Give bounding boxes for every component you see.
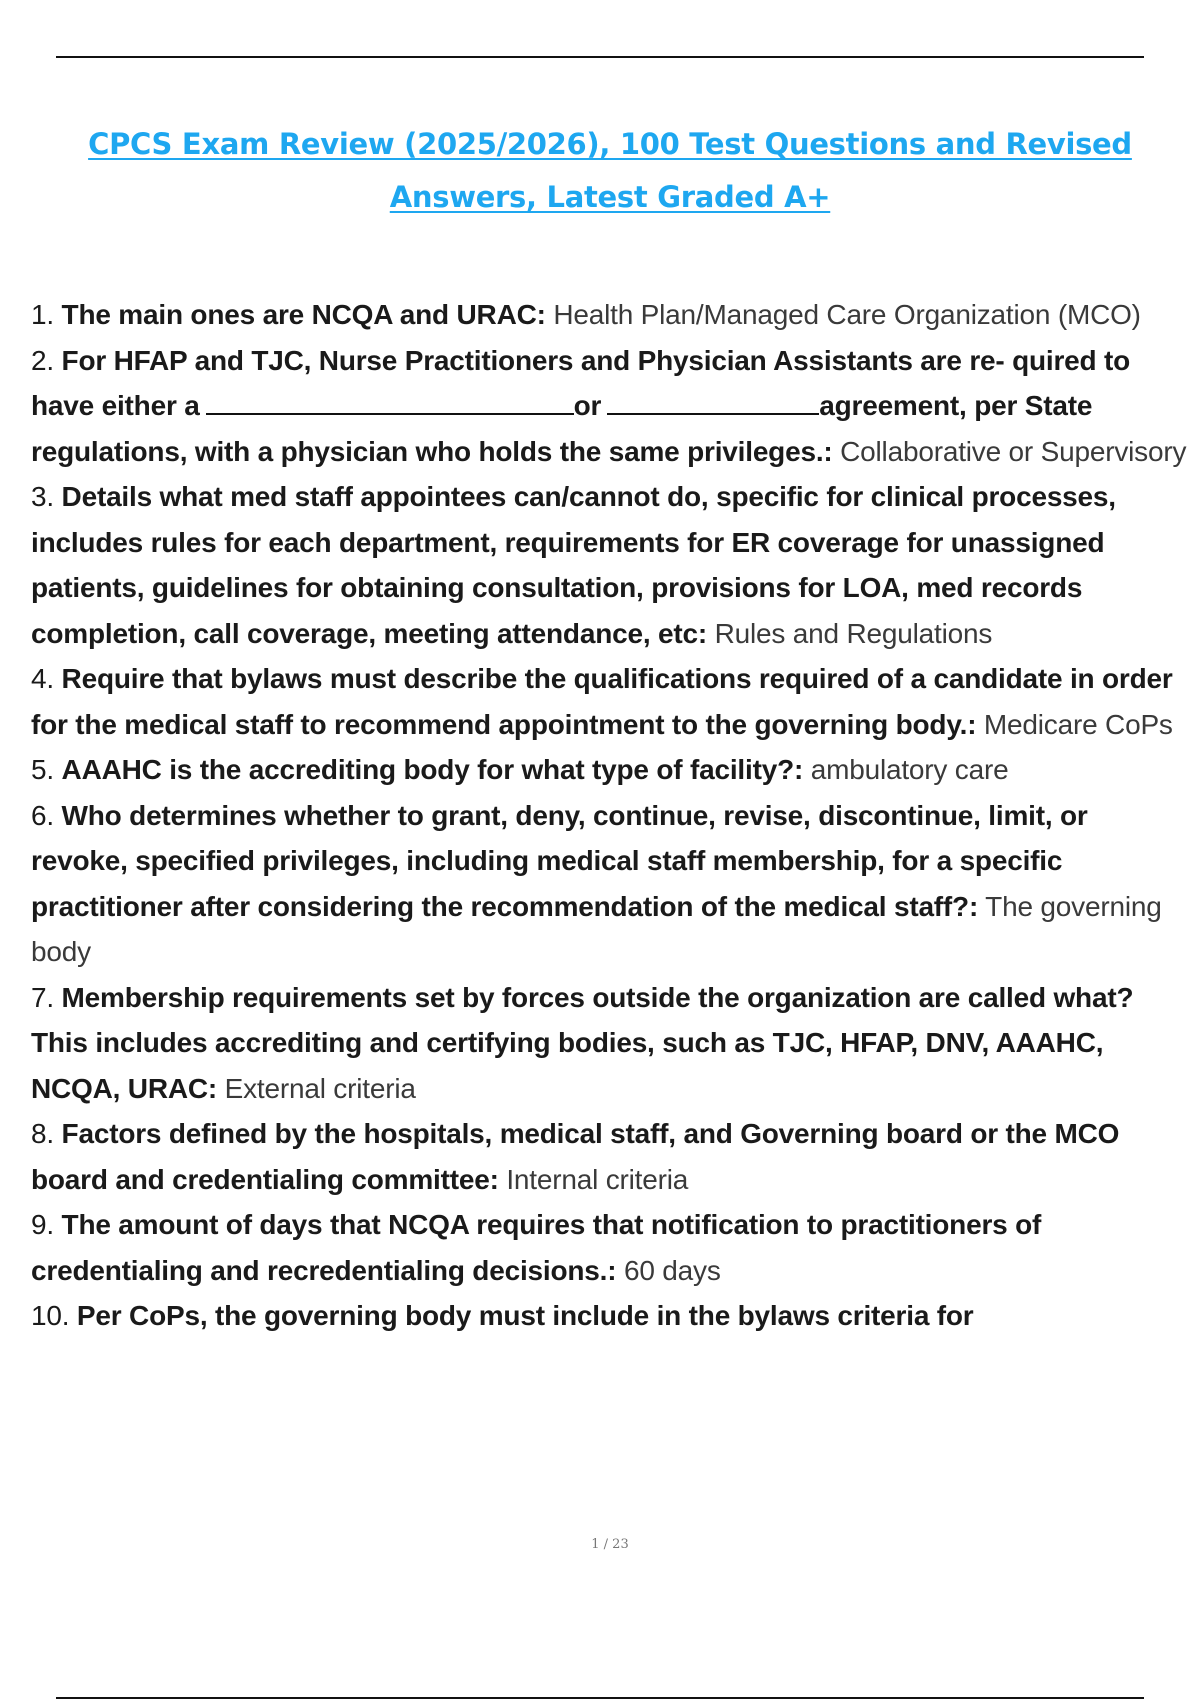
item-answer: 60 days [623, 1254, 721, 1286]
item-number: 3. [31, 481, 54, 512]
list-item [31, 793, 1191, 975]
item-number: 7. [31, 981, 54, 1013]
item-question: Per CoPs, the governing body must include in the bylaws criteria for [76, 1300, 974, 1331]
page-number: 1 / 23 [591, 1537, 629, 1552]
item-number: 10. [31, 1300, 70, 1331]
item-question: The amount of days that NCQA requires that notification to practitioners of credentialing and recredentialing decisions.: [31, 1209, 1042, 1286]
bottom-divider [56, 1697, 1144, 1699]
list-item [31, 975, 1191, 1112]
list-item [31, 1202, 1191, 1293]
item-answer: Internal criteria [506, 1163, 689, 1195]
fill-in-blank [206, 383, 574, 415]
item-answer: ambulatory care [810, 754, 1009, 785]
item-number: 6. [31, 799, 54, 831]
list-item [31, 1111, 1191, 1202]
item-number: 8. [31, 1118, 54, 1149]
item-answer: Rules and Regulations [714, 617, 993, 649]
item-answer: External criteria [224, 1072, 416, 1104]
item-answer: Medicare CoPs [983, 708, 1173, 740]
item-question: Factors defined by the hospitals, medical staff, and Governing board or the MCO board and credentialing committee: [31, 1118, 1120, 1195]
item-question: The main ones are NCQA and URAC: [61, 299, 546, 330]
top-divider [56, 56, 1144, 58]
title-line-2: Answers, Latest Graded A+ [389, 180, 831, 214]
item-question: or [573, 390, 602, 421]
fill-in-blank [607, 383, 819, 415]
item-question: Who determines whether to grant, deny, continue, revise, discontinue, limit, or revoke, specified privileges, including medical staff membership, for a specific practitioner after considering the recommendation of the medical staff?: [31, 799, 1088, 922]
item-question: For HFAP and TJC, Nurse Practitioners and Physician Assistants are re- quired to have either a [31, 344, 1131, 421]
item-question: Details what med staff appointees can/cannot do, specific for clinical processes, includes rules for each department, requirements for ER coverage for unassigned patients, guidelines for obtaining consultation, provisions for LOA, med records completion, call coverage, meeting attendance, etc: [31, 481, 1116, 649]
question-list [31, 292, 1191, 1339]
item-number: 1. [31, 299, 54, 330]
item-number: 2. [31, 344, 54, 376]
title-line-1: CPCS Exam Review (2025/2026), 100 Test Questions and Revised [88, 127, 1132, 161]
item-number: 9. [31, 1209, 54, 1240]
list-item [31, 338, 1191, 475]
list-item [31, 747, 1191, 793]
item-question: Require that bylaws must describe the qualifications required of a candidate in order for the medical staff to recommend appointment to the governing body.: [31, 663, 1173, 740]
list-item [31, 292, 1191, 338]
item-number: 5. [31, 754, 54, 785]
item-answer: Collaborative or Supervisory [840, 435, 1187, 467]
item-question: Membership requirements set by forces outside the organization are called what? This includes accrediting and certifying bodies, such as TJC, HFAP, DNV, AAAHC, NCQA, URAC: [31, 981, 1134, 1104]
list-item [31, 656, 1191, 747]
list-item [31, 474, 1191, 656]
item-answer: Health Plan/Managed Care Organization (MCO) [553, 299, 1141, 330]
item-question: AAAHC is the accrediting body for what type of facility?: [61, 754, 804, 785]
list-item [31, 1293, 1191, 1339]
item-number: 4. [31, 663, 54, 694]
item-answer: The governing body [31, 890, 1162, 967]
item-question: agreement, per State regulations, with a physician who holds the same privileges.: [31, 390, 1093, 467]
document-title [60, 118, 1160, 224]
